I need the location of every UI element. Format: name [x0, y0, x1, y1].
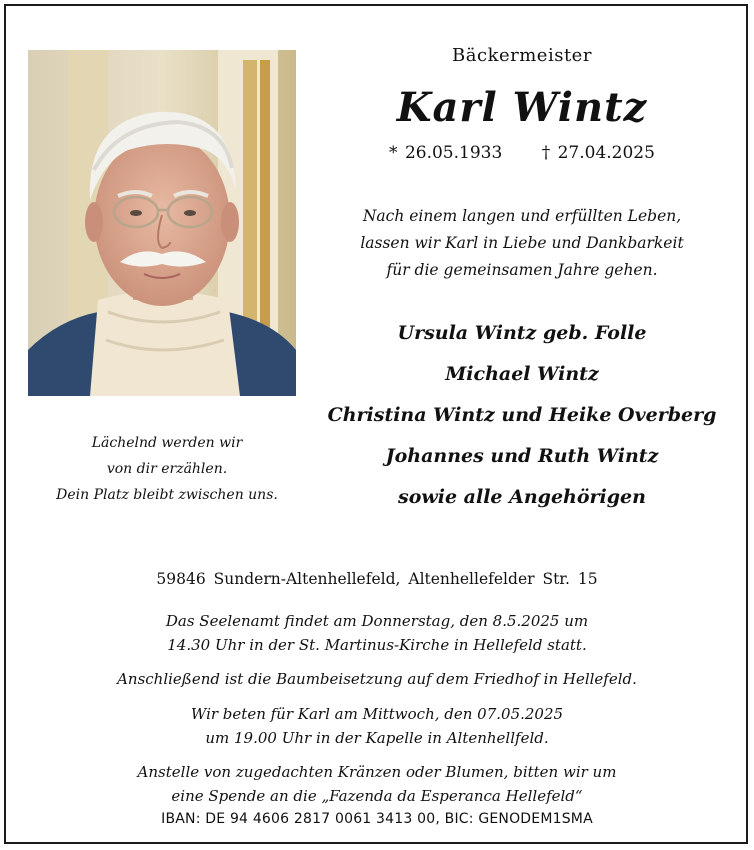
farewell-line: Nach einem langen und erfüllten Leben,	[362, 207, 682, 225]
life-dates	[302, 143, 742, 163]
death-date: † 27.04.2025	[541, 143, 655, 163]
profession: Bäckermeister	[452, 45, 592, 66]
farewell-text	[302, 203, 742, 284]
mass-info	[0, 609, 754, 657]
deceased-name: Karl Wintz	[396, 84, 648, 131]
mourner-name: Johannes und Ruth Wintz	[385, 445, 659, 467]
birth-date: * 26.05.1933	[389, 143, 503, 163]
mourner-name: Christina Wintz und Heike Overberg	[327, 404, 717, 426]
portrait-photo	[28, 50, 296, 396]
memorial-quote	[30, 430, 304, 508]
mourner-name: Michael Wintz	[445, 363, 599, 385]
donation-info	[0, 760, 754, 808]
mass-line: 14.30 Uhr in der St. Martinus-Kirche in Hellefeld statt.	[167, 636, 587, 654]
farewell-line: lassen wir Karl in Liebe und Dankbarkeit	[360, 234, 684, 252]
prayer-info	[0, 702, 754, 750]
mourner-name: sowie alle Angehörigen	[398, 486, 646, 508]
quote-line: Lächelnd werden wir	[91, 435, 243, 451]
prayer-line: Wir beten für Karl am Mittwoch, den 07.05.2025	[190, 705, 564, 723]
mourner-name: Ursula Wintz geb. Folle	[397, 322, 647, 344]
bank-details: IBAN: DE 94 4606 2817 0061 3413 00, BIC: GENODEM1SMA	[161, 811, 593, 827]
quote-line: Dein Platz bleibt zwischen uns.	[56, 487, 278, 503]
family-address: 59846 Sundern-Altenhellefeld, Altenhellefelder Str. 15	[156, 570, 598, 588]
burial-info: Anschließend ist die Baumbeisetzung auf dem Friedhof in Hellefeld.	[117, 670, 637, 688]
mourners-list	[302, 313, 742, 518]
donation-line: Anstelle von zugedachten Kränzen oder Blumen, bitten wir um	[137, 763, 617, 781]
mass-line: Das Seelenamt findet am Donnerstag, den 8.5.2025 um	[165, 612, 589, 630]
quote-line: von dir erzählen.	[106, 461, 228, 477]
farewell-line: für die gemeinsamen Jahre gehen.	[386, 261, 658, 279]
prayer-line: um 19.00 Uhr in der Kapelle in Altenhellfeld.	[205, 729, 549, 747]
donation-line: eine Spende an die „Fazenda da Esperanca Hellefeld“	[171, 787, 583, 805]
